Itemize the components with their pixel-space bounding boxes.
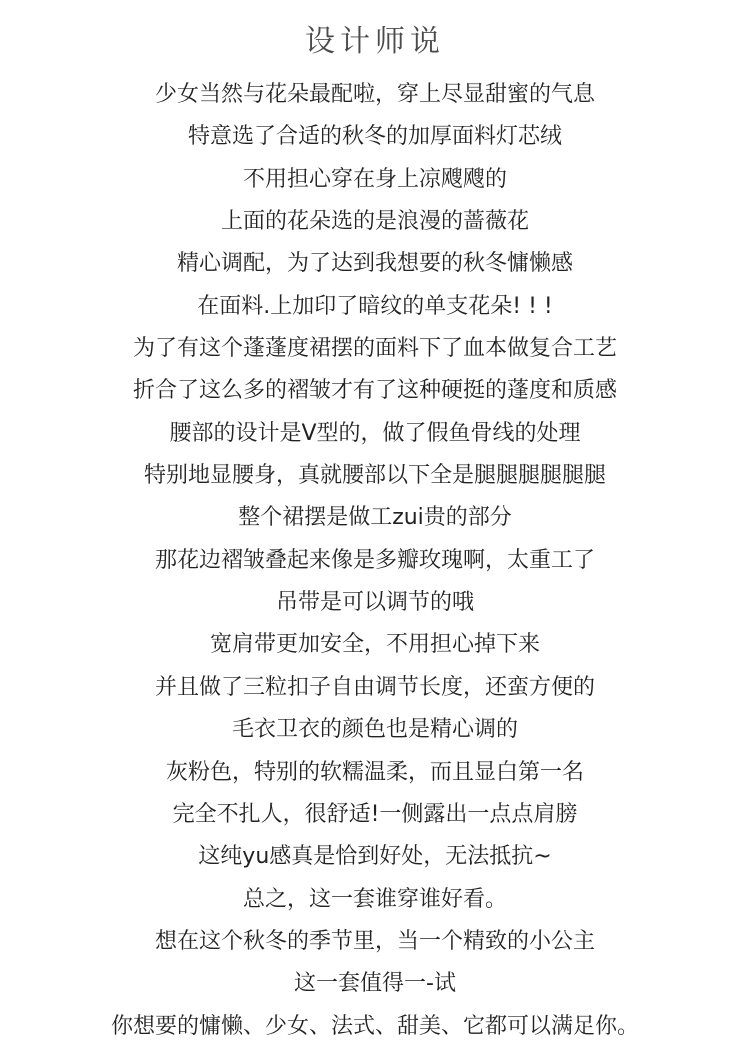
description-line: 腰部的设计是V型的，做了假鱼骨线的处理 xyxy=(169,420,581,446)
description-line: 特意选了合适的秋冬的加厚面料灯芯绒 xyxy=(187,124,562,150)
description-lines xyxy=(0,74,750,1048)
description-line: 吊带是可以调节的哦 xyxy=(275,590,474,616)
description-line: 你想要的慵懒、少女、法式、甜美、它都可以满足你。 xyxy=(110,1013,639,1039)
description-line: 特别地显腰身，真就腰部以下全是腿腿腿腿腿腿 xyxy=(143,463,606,489)
description-line: 整个裙摆是做工zui贵的部分 xyxy=(238,505,512,531)
description-line: 上面的花朵选的是浪漫的蔷薇花 xyxy=(220,209,529,235)
description-line: 并且做了三粒扣子自由调节长度，还蛮方便的 xyxy=(154,674,595,700)
description-line: 这一套值得一-试 xyxy=(294,971,456,997)
description-line: 完全不扎人，很舒适!一侧露出一点点肩膀 xyxy=(172,801,578,827)
description-line: 想在这个秋冬的季节里，当一个精致的小公主 xyxy=(154,928,595,954)
description-line: 精心调配，为了达到我想要的秋冬慵懒感 xyxy=(176,251,573,277)
description-line: 那花边褶皱叠起来像是多瓣玫瑰啊，太重工了 xyxy=(154,547,595,573)
description-line: 灰粉色，特别的软糯温柔，而且显白第一名 xyxy=(165,759,584,785)
description-line: 这纯yu感真是恰到好处，无法抵抗~ xyxy=(198,844,552,870)
description-line: 不用担心穿在身上凉飕飕的 xyxy=(242,166,507,192)
description-line: 为了有这个蓬蓬度裙摆的面料下了血本做复合工艺 xyxy=(132,336,617,362)
description-line: 宽肩带更加安全，不用担心掉下来 xyxy=(209,632,540,658)
description-line: 少女当然与花朵最配啦，穿上尽显甜蜜的气息 xyxy=(154,82,595,107)
page-title: 设计师说 xyxy=(305,24,445,59)
description-line: 在面料.上加印了暗纹的单支花朵! ! ! xyxy=(197,293,553,319)
description-line: 总之，这一套谁穿谁好看。 xyxy=(242,886,507,912)
description-line: 折合了这么多的褶皱才有了这种硬挺的蓬度和质感 xyxy=(132,378,617,404)
description-line: 毛衣卫衣的颜色也是精心调的 xyxy=(231,717,518,743)
